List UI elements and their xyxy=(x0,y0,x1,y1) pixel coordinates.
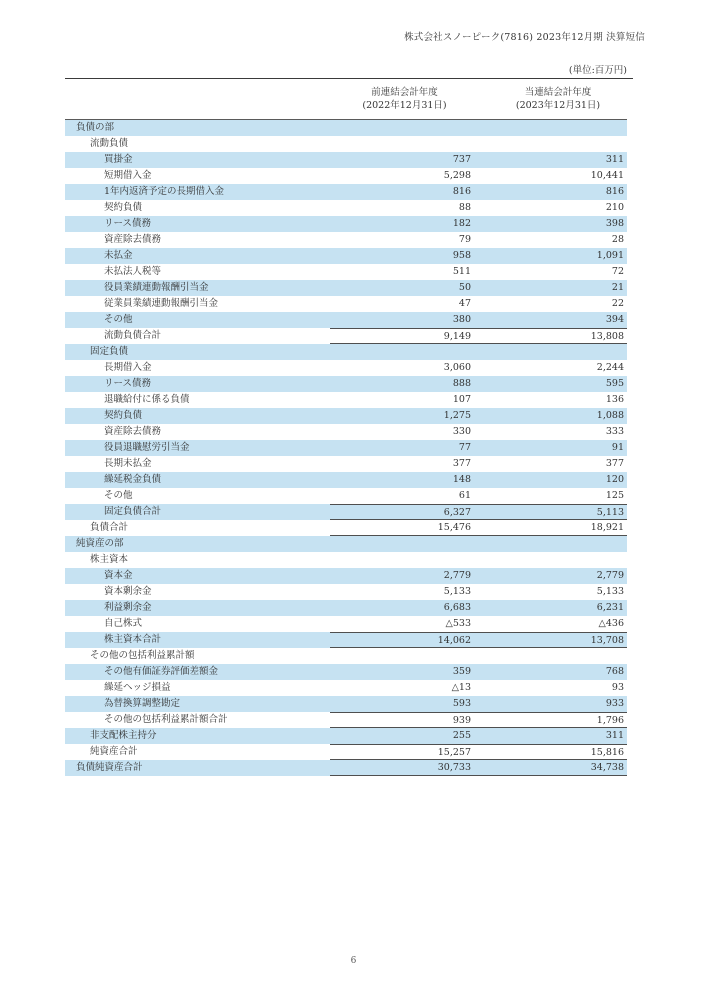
document-title: 株式会社スノーピーク(7816) 2023年12月期 決算短信 xyxy=(404,32,645,43)
row-values xyxy=(330,248,627,264)
row-value-previous-year: 737 xyxy=(452,154,471,165)
row-value-previous-year: △533 xyxy=(445,618,471,629)
column-header-current-year-title: 当連結会計年度 xyxy=(524,87,592,98)
row-label: リース債務 xyxy=(104,218,152,229)
row-value-previous-year: 939 xyxy=(452,715,471,726)
row-value-previous-year: 255 xyxy=(452,730,471,741)
row-value-previous-year: 1,275 xyxy=(443,410,471,421)
row-label: 長期未払金 xyxy=(104,458,152,469)
row-label: 繰延ヘッジ損益 xyxy=(104,682,171,693)
row-label: 1年内返済予定の長期借入金 xyxy=(104,186,225,197)
column-header-previous-year xyxy=(330,86,471,112)
table-row xyxy=(65,376,627,392)
table-row xyxy=(65,520,627,536)
table-row xyxy=(65,184,627,200)
table-row xyxy=(65,680,627,696)
row-value-current-year: 210 xyxy=(605,202,624,213)
row-values xyxy=(330,648,627,664)
row-value-current-year: 1,088 xyxy=(596,410,624,421)
row-value-current-year: 5,113 xyxy=(596,507,624,518)
table-row xyxy=(65,760,627,776)
row-label: 負債純資産合計 xyxy=(76,762,143,773)
row-values xyxy=(330,616,627,632)
row-value-previous-year: 888 xyxy=(452,378,471,389)
row-values xyxy=(330,600,627,616)
row-values xyxy=(330,408,627,424)
row-value-previous-year: 593 xyxy=(452,698,471,709)
row-label: 流動負債合計 xyxy=(104,330,162,341)
row-values xyxy=(330,424,627,440)
table-row xyxy=(65,440,627,456)
table-row xyxy=(65,648,627,664)
row-value-previous-year: 15,476 xyxy=(437,522,471,533)
row-label: 資産除去債務 xyxy=(104,426,162,437)
row-value-previous-year xyxy=(330,552,471,568)
row-label: 資産除去債務 xyxy=(104,234,162,245)
row-value-previous-year: 79 xyxy=(458,234,471,245)
row-value-previous-year xyxy=(330,344,471,360)
row-value-current-year xyxy=(471,648,627,664)
row-value-previous-year: 47 xyxy=(458,298,471,309)
row-label: 固定負債 xyxy=(90,346,129,357)
row-label: 非支配株主持分 xyxy=(90,730,157,741)
row-label: 未払金 xyxy=(104,250,133,261)
row-values xyxy=(330,488,627,504)
table-row xyxy=(65,120,627,136)
table-row xyxy=(65,344,627,360)
row-value-current-year: 93 xyxy=(611,682,624,693)
row-value-current-year: 22 xyxy=(611,298,624,309)
row-value-current-year: 398 xyxy=(605,218,624,229)
row-label: その他の包括利益累計額 xyxy=(90,650,195,661)
row-label: 繰延税金負債 xyxy=(104,474,162,485)
page-number: 6 xyxy=(350,956,357,966)
column-header-current-year xyxy=(471,86,627,112)
table-row xyxy=(65,232,627,248)
row-value-previous-year: △13 xyxy=(451,682,471,693)
row-label: 役員業績連動報酬引当金 xyxy=(104,282,209,293)
table-row xyxy=(65,600,627,616)
table-row xyxy=(65,424,627,440)
row-label: 流動負債 xyxy=(90,138,129,149)
row-value-current-year: 6,231 xyxy=(596,602,624,613)
row-value-current-year: 1,091 xyxy=(596,250,624,261)
row-values xyxy=(330,584,627,600)
row-values xyxy=(330,168,627,184)
row-values xyxy=(330,760,627,776)
row-value-current-year: 15,816 xyxy=(590,747,624,758)
table-row xyxy=(65,152,627,168)
table-row xyxy=(65,296,627,312)
table-row xyxy=(65,392,627,408)
row-values xyxy=(330,376,627,392)
row-value-current-year: 34,738 xyxy=(590,762,624,773)
row-values xyxy=(330,536,627,552)
row-label: その他 xyxy=(104,314,133,325)
row-label: 純資産合計 xyxy=(90,746,138,757)
table-row xyxy=(65,248,627,264)
row-label: 契約負債 xyxy=(104,410,143,421)
row-value-previous-year: 148 xyxy=(452,474,471,485)
table-row xyxy=(65,744,627,760)
row-value-current-year: 18,921 xyxy=(590,522,624,533)
table-row xyxy=(65,712,627,728)
row-values xyxy=(330,152,627,168)
row-value-previous-year: 77 xyxy=(458,442,471,453)
row-values xyxy=(330,728,627,744)
table-row xyxy=(65,616,627,632)
row-values xyxy=(330,200,627,216)
row-label: 資本金 xyxy=(104,570,133,581)
row-value-current-year: 91 xyxy=(611,442,624,453)
row-value-current-year: 333 xyxy=(605,426,624,437)
table-row xyxy=(65,216,627,232)
row-label: 固定負債合計 xyxy=(104,506,162,517)
row-value-previous-year: 6,683 xyxy=(443,602,471,613)
row-values xyxy=(330,232,627,248)
row-value-current-year: 933 xyxy=(605,698,624,709)
row-values xyxy=(330,552,627,568)
table-row xyxy=(65,408,627,424)
row-value-current-year: 28 xyxy=(611,234,624,245)
row-values xyxy=(330,136,627,152)
row-label: リース債務 xyxy=(104,378,152,389)
row-values xyxy=(330,632,627,648)
row-value-current-year: 1,796 xyxy=(596,715,624,726)
row-value-previous-year: 6,327 xyxy=(443,507,471,518)
row-value-current-year: 595 xyxy=(605,378,624,389)
row-values xyxy=(330,712,627,728)
row-values xyxy=(330,360,627,376)
table-row xyxy=(65,200,627,216)
column-header-previous-year-date: (2022年12月31日) xyxy=(362,100,447,111)
row-values xyxy=(330,744,627,760)
table-row xyxy=(65,168,627,184)
row-value-previous-year xyxy=(330,120,471,136)
row-value-current-year: 72 xyxy=(611,266,624,277)
row-value-previous-year: 380 xyxy=(452,314,471,325)
row-values xyxy=(330,440,627,456)
table-row xyxy=(65,696,627,712)
table-row xyxy=(65,664,627,680)
row-value-current-year: 21 xyxy=(611,282,624,293)
balance-sheet-table xyxy=(65,119,627,776)
row-value-current-year: 311 xyxy=(605,154,624,165)
row-label: 負債合計 xyxy=(90,522,129,533)
row-value-previous-year: 5,298 xyxy=(443,170,471,181)
table-row xyxy=(65,280,627,296)
row-values xyxy=(330,568,627,584)
row-values xyxy=(330,344,627,360)
table-row xyxy=(65,312,627,328)
row-value-current-year: 377 xyxy=(605,458,624,469)
table-row xyxy=(65,472,627,488)
row-value-previous-year: 182 xyxy=(452,218,471,229)
row-label: 役員退職慰労引当金 xyxy=(104,442,190,453)
row-label: その他有価証券評価差額金 xyxy=(104,666,219,677)
header-rule xyxy=(65,78,633,79)
row-value-previous-year: 30,733 xyxy=(437,762,471,773)
row-value-current-year xyxy=(471,552,627,568)
row-value-current-year: 5,133 xyxy=(596,586,624,597)
row-value-previous-year: 107 xyxy=(452,394,471,405)
row-value-previous-year xyxy=(330,536,471,552)
row-value-current-year: 394 xyxy=(605,314,624,325)
row-value-previous-year: 359 xyxy=(452,666,471,677)
row-value-previous-year: 958 xyxy=(452,250,471,261)
row-value-current-year: 2,244 xyxy=(596,362,624,373)
row-value-previous-year: 15,257 xyxy=(437,747,471,758)
row-value-previous-year: 5,133 xyxy=(443,586,471,597)
column-header-previous-year-title: 前連結会計年度 xyxy=(371,87,438,98)
row-value-current-year: 13,708 xyxy=(590,635,624,646)
row-values xyxy=(330,120,627,136)
row-label: 株主資本合計 xyxy=(104,634,162,645)
row-values xyxy=(330,216,627,232)
table-row xyxy=(65,360,627,376)
row-values xyxy=(330,696,627,712)
row-values xyxy=(330,520,627,536)
row-values xyxy=(330,664,627,680)
row-value-current-year xyxy=(471,344,627,360)
row-value-current-year xyxy=(471,136,627,152)
row-value-current-year: 768 xyxy=(605,666,624,677)
table-row xyxy=(65,568,627,584)
row-value-previous-year xyxy=(330,136,471,152)
row-values xyxy=(330,328,627,344)
row-value-current-year: 2,779 xyxy=(596,570,624,581)
row-label: 株主資本 xyxy=(90,554,129,565)
table-row xyxy=(65,584,627,600)
row-label: 退職給付に係る負債 xyxy=(104,394,190,405)
row-label: 買掛金 xyxy=(104,154,133,165)
row-label: その他の包括利益累計額合計 xyxy=(104,714,228,725)
row-label: 自己株式 xyxy=(104,618,143,629)
row-value-previous-year xyxy=(330,648,471,664)
row-label: 純資産の部 xyxy=(76,538,124,549)
row-value-current-year: 125 xyxy=(605,490,624,501)
row-value-previous-year: 50 xyxy=(458,282,471,293)
row-label: 負債の部 xyxy=(76,122,115,133)
row-values xyxy=(330,392,627,408)
row-label: 従業員業績連動報酬引当金 xyxy=(104,298,219,309)
row-value-previous-year: 816 xyxy=(452,186,471,197)
row-values xyxy=(330,472,627,488)
row-value-current-year: △436 xyxy=(598,618,624,629)
row-values xyxy=(330,296,627,312)
row-value-previous-year: 2,779 xyxy=(443,570,471,581)
table-row xyxy=(65,488,627,504)
row-label: 契約負債 xyxy=(104,202,143,213)
table-row xyxy=(65,552,627,568)
row-value-previous-year: 61 xyxy=(458,490,471,501)
row-values xyxy=(330,312,627,328)
row-value-current-year: 136 xyxy=(605,394,624,405)
row-label: 利益剰余金 xyxy=(104,602,152,613)
row-value-current-year: 120 xyxy=(605,474,624,485)
row-value-previous-year: 9,149 xyxy=(443,331,471,342)
row-values xyxy=(330,456,627,472)
column-header-current-year-date: (2023年12月31日) xyxy=(515,100,601,111)
row-label: 資本剰余金 xyxy=(104,586,152,597)
row-value-current-year: 311 xyxy=(605,730,624,741)
row-value-previous-year: 3,060 xyxy=(443,362,471,373)
column-headers xyxy=(330,86,627,112)
table-row xyxy=(65,504,627,520)
row-label: 為替換算調整勘定 xyxy=(104,698,181,709)
unit-note: (単位:百万円) xyxy=(568,65,627,76)
row-values xyxy=(330,504,627,520)
table-row xyxy=(65,536,627,552)
table-row xyxy=(65,632,627,648)
row-values xyxy=(330,264,627,280)
row-values xyxy=(330,280,627,296)
row-label: 短期借入金 xyxy=(104,170,152,181)
row-value-current-year: 10,441 xyxy=(590,170,624,181)
table-row xyxy=(65,264,627,280)
row-value-previous-year: 377 xyxy=(452,458,471,469)
row-value-previous-year: 330 xyxy=(452,426,471,437)
row-value-previous-year: 511 xyxy=(452,266,471,277)
table-row xyxy=(65,728,627,744)
row-label: その他 xyxy=(104,490,133,501)
row-values xyxy=(330,680,627,696)
row-value-previous-year: 88 xyxy=(458,202,471,213)
row-value-current-year xyxy=(471,120,627,136)
row-value-current-year: 816 xyxy=(605,186,624,197)
row-value-previous-year: 14,062 xyxy=(437,635,471,646)
table-row xyxy=(65,456,627,472)
row-values xyxy=(330,184,627,200)
row-label: 長期借入金 xyxy=(104,362,152,373)
row-value-current-year xyxy=(471,536,627,552)
row-label: 未払法人税等 xyxy=(104,266,162,277)
table-row xyxy=(65,136,627,152)
row-value-current-year: 13,808 xyxy=(590,331,624,342)
table-row xyxy=(65,328,627,344)
